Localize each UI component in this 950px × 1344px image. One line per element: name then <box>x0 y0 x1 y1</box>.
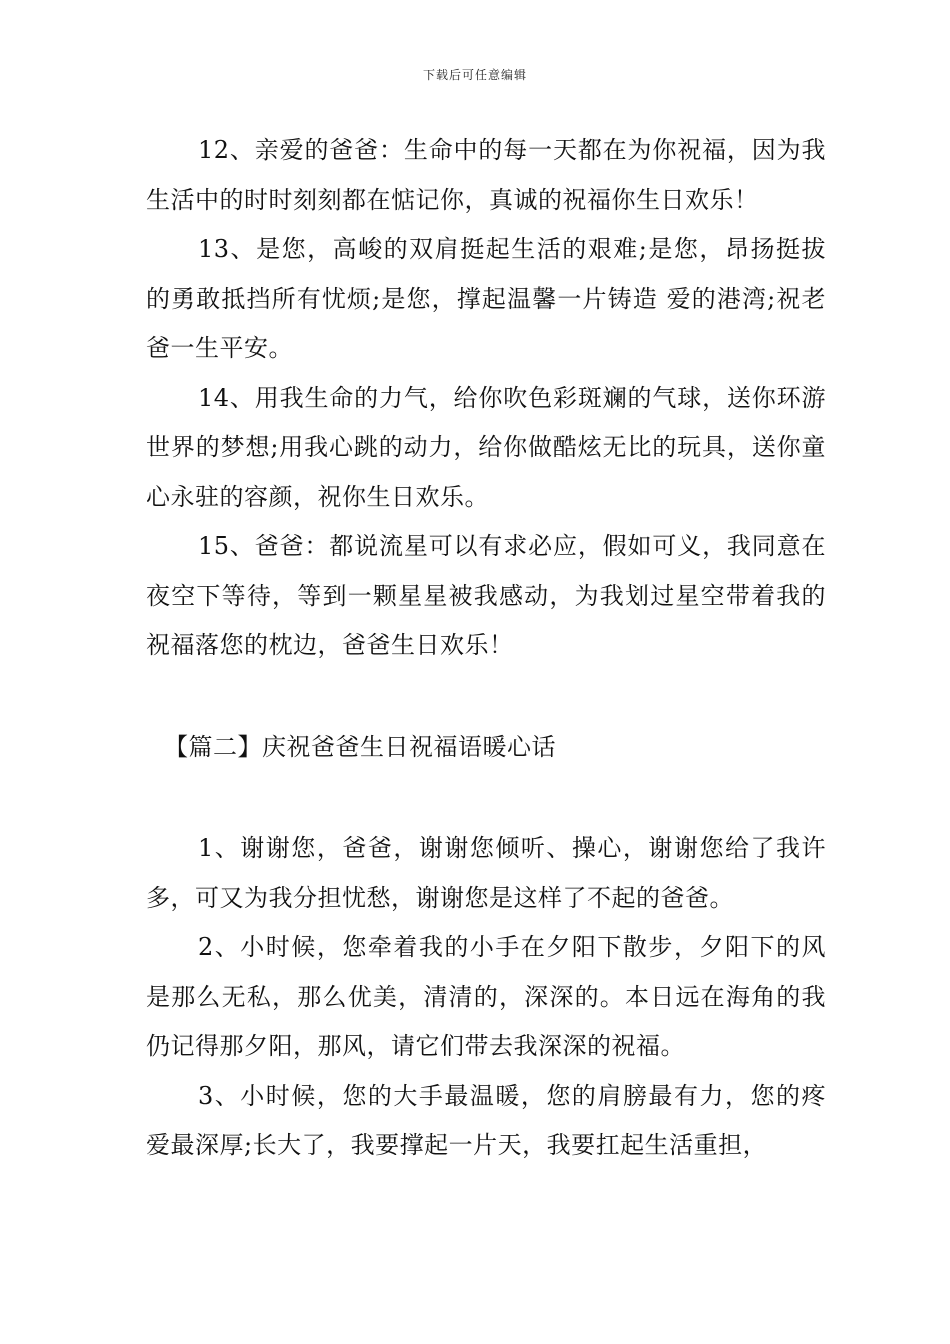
wish-paragraph-13: 13、是您，高峻的双肩挺起生活的艰难;是您，昂扬挺拔的勇敢抵挡所有忧烦;是您，撑起温馨一片铸造 爱的港湾;祝老爸一生平安。 <box>146 235 826 362</box>
wish-paragraph-1: 1、谢谢您，爸爸，谢谢您倾听、操心，谢谢您给了我许多，可又为我分担忧愁，谢谢您是这样了不起的爸爸。 <box>146 834 826 912</box>
document-body <box>146 126 826 1171</box>
wish-paragraph-15: 15、爸爸：都说流星可以有求必应，假如可义，我同意在夜空下等待，等到一颗星星被我感动，为我划过星空带着我的祝福落您的枕边，爸爸生日欢乐！ <box>146 532 826 659</box>
section-title: 【篇二】庆祝爸爸生日祝福语暖心话 <box>164 732 556 761</box>
wish-paragraph-12: 12、亲爱的爸爸：生命中的每一天都在为你祝福，因为我生活中的时时刻刻都在惦记你，真诚的祝福你生日欢乐！ <box>146 136 826 214</box>
spacer <box>146 671 826 723</box>
wish-paragraph-2: 2、小时候，您牵着我的小手在夕阳下散步，夕阳下的风是那么无私，那么优美，清清的，深深的。本日远在海角的我仍记得那夕阳，那风，请它们带去我深深的祝福。 <box>146 933 826 1060</box>
spacer <box>146 772 826 824</box>
page-header-note: 下载后可任意编辑 <box>422 68 527 82</box>
wish-paragraph-14: 14、用我生命的力气，给你吹色彩斑斓的气球，送你环游世界的梦想;用我心跳的动力，给你做酷炫无比的玩具，送你童心永驻的容颜，祝你生日欢乐。 <box>146 383 826 511</box>
wish-paragraph-3: 3、小时候，您的大手最温暖，您的肩膀最有力，您的疼爱最深厚;长大了，我要撑起一片天，我要扛起生活重担， <box>146 1081 826 1159</box>
